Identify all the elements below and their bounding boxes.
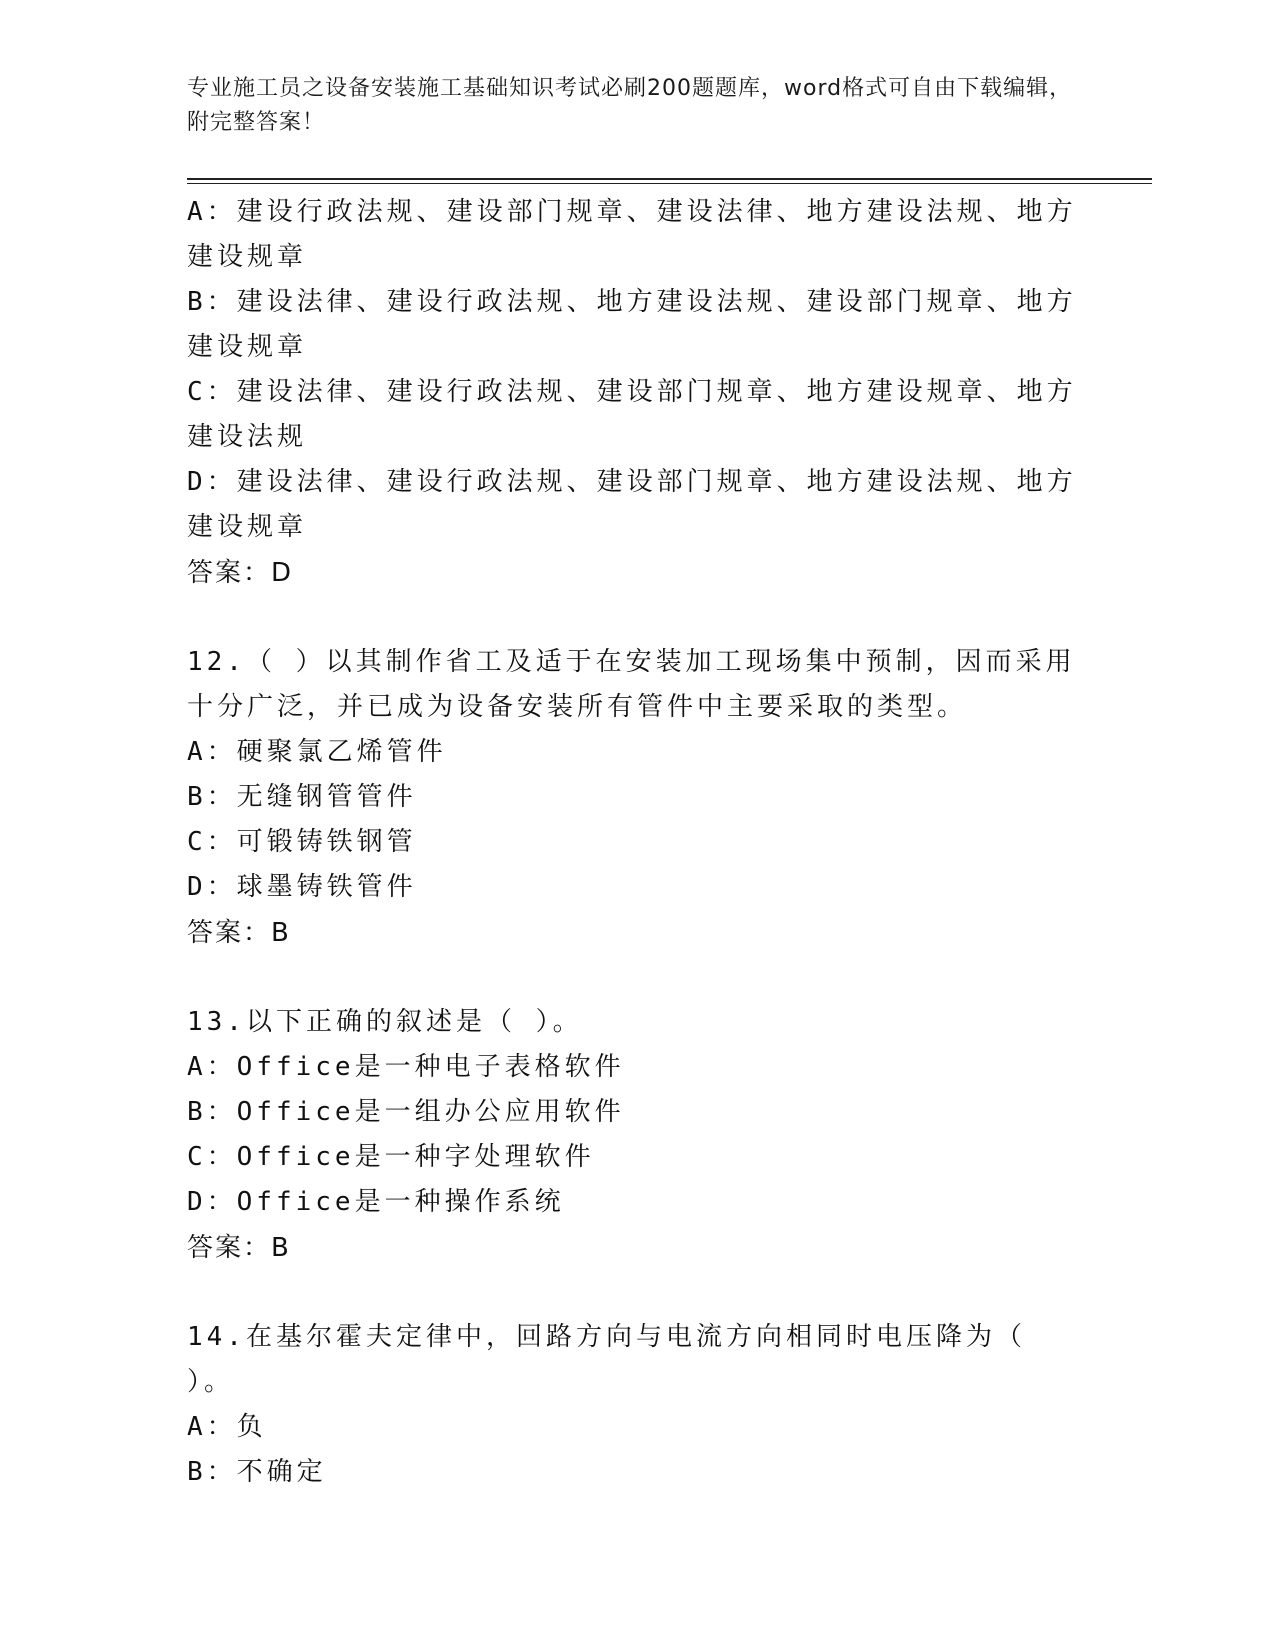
question-13 — [187, 1000, 1077, 1271]
answer: 答案：B — [187, 1233, 291, 1263]
document-header: 专业施工员之设备安装施工基础知识考试必刷200题题库，word格式可自由下载编辑，附完整答案！ — [187, 76, 1073, 135]
question-14 — [187, 1315, 1077, 1495]
option-b: B：不确定 — [187, 1457, 327, 1487]
question-stem: 14.在基尔霍夫定律中，回路方向与电流方向相同时电压降为（ ）。 — [187, 1322, 1026, 1397]
header-rule — [187, 178, 1152, 180]
option-d: D：建设法律、建设行政法规、建设部门规章、地方建设法规、地方建设规章 — [187, 467, 1077, 542]
option-c: C：建设法律、建设行政法规、建设部门规章、地方建设规章、地方建设法规 — [187, 377, 1077, 452]
option-b: B：Office是一组办公应用软件 — [187, 1097, 625, 1127]
option-a: A：负 — [187, 1412, 267, 1442]
option-c: C：Office是一种字处理软件 — [187, 1142, 595, 1172]
option-c: C：可锻铸铁钢管 — [187, 827, 417, 857]
option-a: A：建设行政法规、建设部门规章、建设法律、地方建设法规、地方建设规章 — [187, 197, 1077, 272]
answer: 答案：D — [187, 558, 294, 588]
option-d: D：Office是一种操作系统 — [187, 1187, 565, 1217]
document-body — [187, 190, 1077, 1495]
option-d: D：球墨铸铁管件 — [187, 872, 417, 902]
option-a: A：硬聚氯乙烯管件 — [187, 737, 447, 767]
question-12 — [187, 640, 1077, 956]
header-rule-thin — [187, 183, 1152, 184]
option-a: A：Office是一种电子表格软件 — [187, 1052, 625, 1082]
answer: 答案：B — [187, 918, 291, 948]
question-stem: 13.以下正确的叙述是（ ）。 — [187, 1007, 583, 1037]
question-stem: 12.（ ）以其制作省工及适于在安装加工现场集中预制，因而采用十分广泛，并已成为设备安装所有管件中主要采取的类型。 — [187, 647, 1076, 722]
question-11 — [187, 190, 1077, 596]
option-b: B：建设法律、建设行政法规、地方建设法规、建设部门规章、地方建设规章 — [187, 287, 1077, 362]
option-b: B：无缝钢管管件 — [187, 782, 417, 812]
